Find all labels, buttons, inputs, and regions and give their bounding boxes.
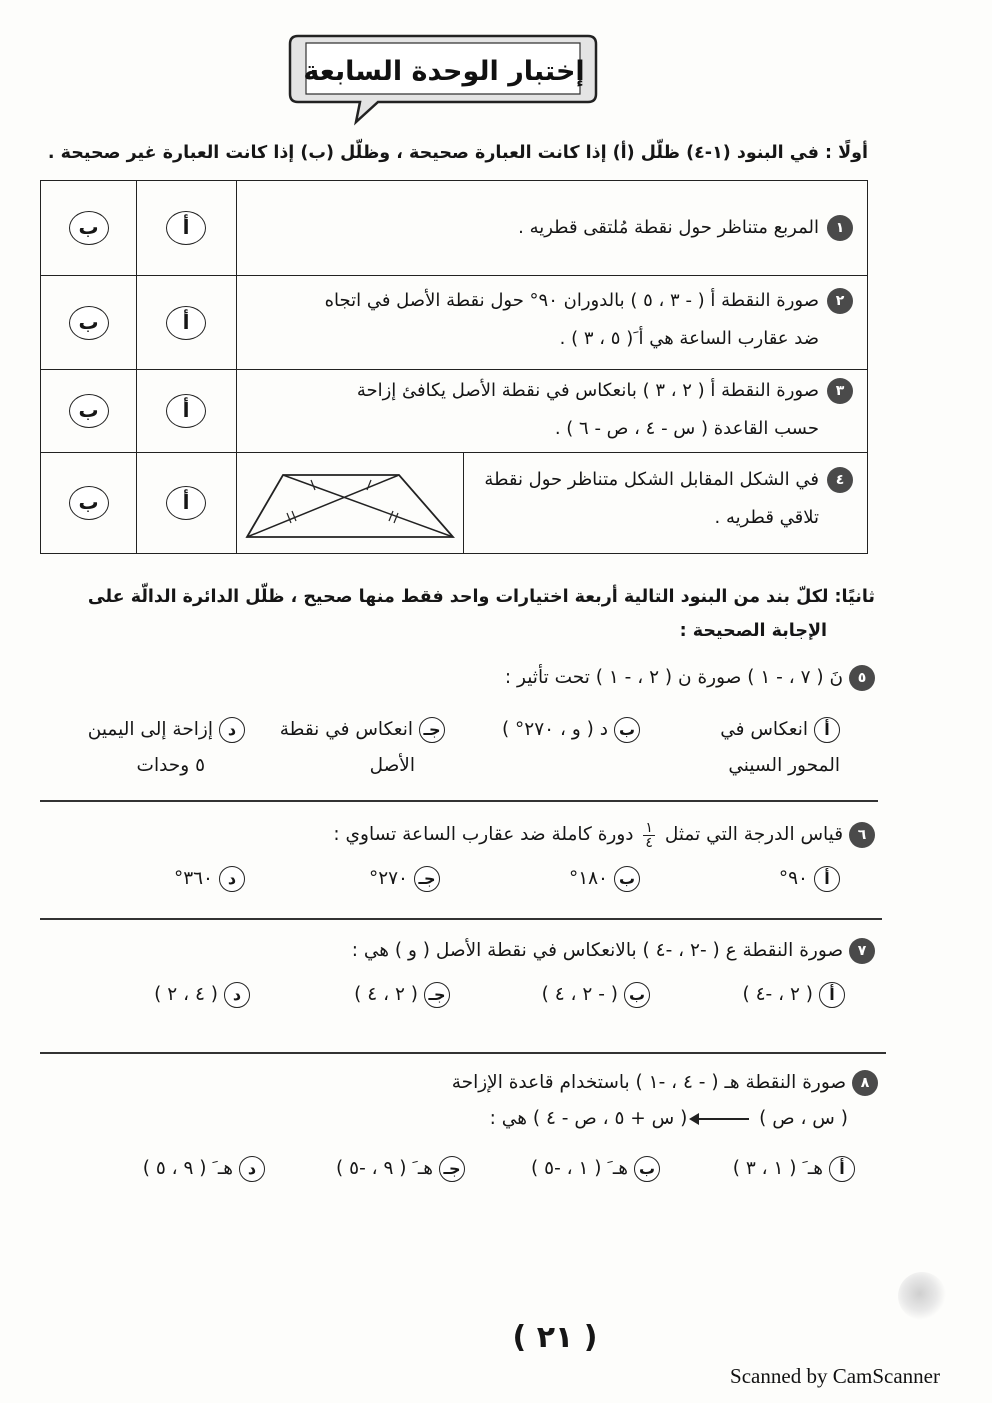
statement-line: ضد عقارب الساعة هي أ َ( ٥ ، ٣ ) . bbox=[559, 328, 819, 349]
part1-instruction: أولًا : في البنود (١-٤) ظلّل (أ) إذا كانت العبارة صحيحة ، وظلّل (ب) إذا كانت العبارة غير صحيحة . bbox=[47, 143, 868, 163]
choice-cell-a[interactable] bbox=[136, 276, 237, 369]
option-letter-circle[interactable]: د bbox=[219, 717, 245, 743]
statement-text bbox=[253, 372, 853, 448]
q5-option-d[interactable] bbox=[40, 712, 245, 784]
option-letter-circle[interactable]: د bbox=[219, 866, 245, 892]
option-letter-circle[interactable]: أ bbox=[814, 866, 840, 892]
option-text: هـ َ ( ٩ ، ٥ ) bbox=[142, 1158, 233, 1179]
q8-option-c[interactable] bbox=[290, 1156, 465, 1182]
choice-cell-a[interactable] bbox=[136, 453, 237, 553]
scan-smudge bbox=[898, 1272, 946, 1320]
table-row bbox=[41, 453, 867, 553]
q6-option-c[interactable] bbox=[290, 866, 440, 892]
q6-option-d[interactable] bbox=[95, 866, 245, 892]
part2-instruction-line2: الإجابة الصحيحة : bbox=[679, 621, 827, 641]
table-row bbox=[41, 181, 867, 276]
item-number-badge: ٢ bbox=[827, 288, 853, 314]
option-text: ( ٢ ، ٤ ) bbox=[354, 984, 418, 1005]
choice-b-circle[interactable]: ب bbox=[69, 486, 109, 520]
statement-line: حسب القاعدة ( س - ٤ ، ص - ٦ ) . bbox=[554, 418, 819, 439]
q7-option-b[interactable] bbox=[480, 982, 650, 1008]
question-stem: صورة النقطة ع ( -٢ ، -٤ ) بالانعكاس في نقطة الأصل ( و ) هي : bbox=[351, 940, 844, 961]
choice-b-circle[interactable]: ب bbox=[69, 211, 109, 245]
question-stem-part1: قياس الدرجة التي تمثل bbox=[664, 824, 844, 845]
title-banner bbox=[286, 28, 602, 110]
choice-a-circle[interactable]: أ bbox=[166, 486, 206, 520]
divider bbox=[40, 918, 882, 920]
option-text: الأصل bbox=[369, 755, 415, 776]
option-text: د ( و ، ٢٧٠° ) bbox=[501, 719, 608, 740]
option-letter-circle[interactable]: د bbox=[239, 1156, 265, 1182]
part2-instruction bbox=[60, 580, 875, 648]
option-text: ١٨٠° bbox=[568, 868, 608, 889]
rule-to: ( س + ٥ ، ص - ٤ ) هي : bbox=[489, 1108, 688, 1129]
statement-line: تلاقي قطريه . bbox=[714, 507, 819, 528]
question-number-badge: ٨ bbox=[852, 1070, 878, 1096]
trapezoid-diagram bbox=[241, 453, 463, 553]
question-8-text bbox=[300, 1070, 878, 1096]
true-false-table bbox=[40, 180, 868, 554]
trapezoid-figure bbox=[241, 453, 464, 553]
option-letter-circle[interactable]: أ bbox=[814, 717, 840, 743]
choice-cell-b[interactable] bbox=[41, 453, 137, 553]
option-text: انعكاس في bbox=[720, 719, 808, 740]
option-text: ٢٧٠° bbox=[368, 868, 408, 889]
q8-option-d[interactable] bbox=[95, 1156, 265, 1182]
option-text: المحور السيني bbox=[728, 755, 840, 776]
statement-line: المربع متناظر حول نقطة مُلتقى قطريه . bbox=[518, 217, 819, 238]
question-stem: صورة النقطة هـ ( - ٤ ، -١ ) باستخدام قاعدة الإزاحة bbox=[451, 1072, 847, 1093]
q7-option-c[interactable] bbox=[290, 982, 450, 1008]
choice-cell-a[interactable] bbox=[136, 370, 237, 452]
q6-option-a[interactable] bbox=[690, 866, 840, 892]
q7-option-d[interactable] bbox=[95, 982, 250, 1008]
scanner-watermark: Scanned by CamScanner bbox=[730, 1364, 940, 1388]
item-number-badge: ١ bbox=[827, 215, 853, 241]
table-row bbox=[41, 276, 867, 370]
statement-text bbox=[253, 282, 853, 358]
option-letter-circle[interactable]: أ bbox=[819, 982, 845, 1008]
question-number-badge: ٦ bbox=[849, 822, 875, 848]
question-stem-part2: دورة كاملة ضد عقارب الساعة تساوي : bbox=[333, 824, 634, 845]
option-text: هـ َ ( ١ ، -٥ ) bbox=[531, 1158, 628, 1179]
statement-line: صورة النقطة أ ( - ٣ ، ٥ ) بالدوران ٩٠° حول نقطة الأصل في اتجاه bbox=[324, 290, 819, 311]
option-text: انعكاس في نقطة bbox=[279, 719, 413, 740]
question-number-badge: ٥ bbox=[849, 665, 875, 691]
item-number-badge: ٣ bbox=[827, 378, 853, 404]
option-text: ٣٦٠° bbox=[173, 868, 213, 889]
option-text: هـ َ ( ٩ ، -٥ ) bbox=[336, 1158, 433, 1179]
choice-cell-b[interactable] bbox=[41, 181, 137, 275]
choice-a-circle[interactable]: أ bbox=[166, 211, 206, 245]
fraction-numerator: ١ bbox=[645, 819, 653, 836]
q5-option-a[interactable] bbox=[640, 712, 840, 784]
q6-option-b[interactable] bbox=[490, 866, 640, 892]
choice-a-circle[interactable]: أ bbox=[166, 394, 206, 428]
option-letter-circle[interactable]: د bbox=[224, 982, 250, 1008]
option-letter-circle[interactable]: ب bbox=[634, 1156, 660, 1182]
question-6-text bbox=[250, 820, 875, 850]
statement-text bbox=[463, 461, 853, 537]
option-text: ٥ وحدات bbox=[136, 755, 205, 776]
page-number: ( ٢١ ) bbox=[512, 1320, 598, 1355]
option-text: ٩٠° bbox=[778, 868, 808, 889]
statement-text bbox=[263, 209, 853, 247]
option-text: إزاحة إلى اليمين bbox=[87, 719, 213, 740]
question-number-badge: ٧ bbox=[849, 938, 875, 964]
statement-line: في الشكل المقابل الشكل متناظر حول نقطة bbox=[484, 469, 819, 490]
divider bbox=[40, 1052, 886, 1054]
question-7-text bbox=[250, 938, 875, 964]
arrow-icon bbox=[697, 1118, 749, 1120]
option-letter-circle[interactable]: جـ bbox=[439, 1156, 465, 1182]
option-letter-circle[interactable]: جـ bbox=[414, 866, 440, 892]
q7-option-a[interactable] bbox=[680, 982, 845, 1008]
q8-option-a[interactable] bbox=[690, 1156, 855, 1182]
option-letter-circle[interactable]: ب bbox=[614, 866, 640, 892]
choice-b-circle[interactable]: ب bbox=[69, 306, 109, 340]
choice-b-circle[interactable]: ب bbox=[69, 394, 109, 428]
item-number-badge: ٤ bbox=[827, 467, 853, 493]
q8-option-b[interactable] bbox=[490, 1156, 660, 1182]
choice-cell-b[interactable] bbox=[41, 276, 137, 369]
option-text: ( - ٢ ، ٤ ) bbox=[541, 984, 618, 1005]
choice-cell-a[interactable] bbox=[136, 181, 237, 275]
rule-from: ( س ، ص ) bbox=[759, 1108, 848, 1129]
fraction-denominator: ٤ bbox=[645, 834, 653, 851]
part2-instruction-line1: ثانيًا: لكلّ بند من البنود التالية أربعة اختيارات واحد فقط منها صحيح ، ظلّل الدائرة الدالّة على bbox=[87, 587, 875, 607]
fraction bbox=[643, 821, 655, 850]
question-5-text bbox=[300, 665, 875, 691]
option-letter-circle[interactable]: جـ bbox=[419, 717, 445, 743]
choice-a-circle[interactable]: أ bbox=[166, 306, 206, 340]
translation-rule bbox=[300, 1108, 848, 1129]
option-text: ( ٤ ، ٢ ) bbox=[154, 984, 218, 1005]
option-letter-circle[interactable]: ب bbox=[614, 717, 640, 743]
choice-cell-b[interactable] bbox=[41, 370, 137, 452]
option-letter-circle[interactable]: جـ bbox=[424, 982, 450, 1008]
q5-option-c[interactable] bbox=[250, 712, 445, 784]
divider bbox=[40, 800, 878, 802]
option-letter-circle[interactable]: أ bbox=[829, 1156, 855, 1182]
option-letter-circle[interactable]: ب bbox=[624, 982, 650, 1008]
q5-option-b[interactable] bbox=[440, 712, 640, 748]
table-row bbox=[41, 370, 867, 453]
question-stem: نَ ( ٧ ، - ١ ) صورة ن ( ٢ ، - ١ ) تحت تأثير : bbox=[504, 667, 844, 688]
page-title: إختبار الوحدة السابعة bbox=[303, 56, 585, 87]
statement-line: صورة النقطة أ ( ٢ ، ٣ ) بانعكاس في نقطة الأصل يكافئ إزاحة bbox=[356, 380, 819, 401]
option-text: ( ٢ ، -٤ ) bbox=[742, 984, 813, 1005]
option-text: هـ َ ( ١ ، ٣ ) bbox=[732, 1158, 823, 1179]
